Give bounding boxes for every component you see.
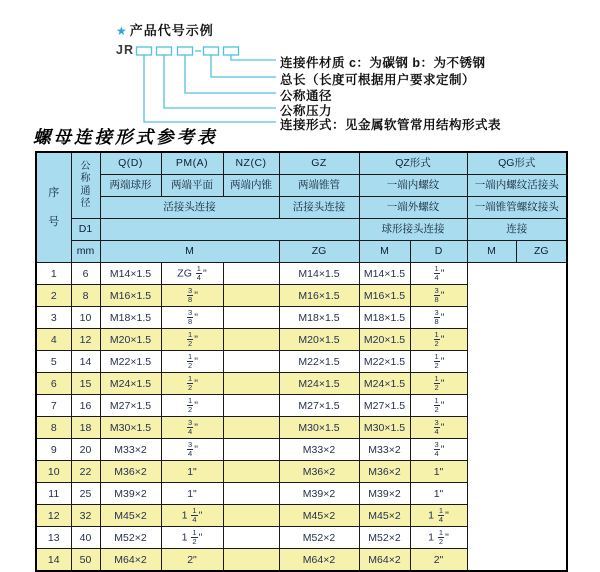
cell-qg-m: M27×1.5: [359, 395, 410, 417]
cell-qz-m: [223, 329, 279, 351]
header-qz-conn: 球形接头连接: [359, 219, 467, 241]
header-qg-desc2: 一端锥管螺纹接头: [467, 197, 567, 219]
code-digit-box: [157, 47, 172, 55]
cell-qg-m: M64×2: [359, 549, 410, 572]
header-qz-d: D: [410, 241, 467, 263]
label-nominal-diameter: 公称通径: [280, 89, 333, 103]
header-d1: D1: [71, 219, 100, 241]
table-row: [36, 285, 567, 307]
cell-gz: 2": [161, 549, 223, 572]
header-qg-zg: ZG: [516, 241, 567, 263]
cell-gz: 1 $\frac{1}{4}$ ": [161, 505, 223, 527]
header-qz-desc2: 一端外螺纹: [359, 197, 467, 219]
cell-qg-m: M33×2: [359, 439, 410, 461]
cell-qz-m: [223, 395, 279, 417]
cell-m: M33×2: [100, 439, 161, 461]
cell-dn: 15: [71, 373, 100, 395]
cell-qg-m: M14×1.5: [359, 263, 410, 285]
diagram-title-text: 产品代号示例: [129, 23, 214, 38]
cell-qg-m: M52×2: [359, 527, 410, 549]
cell-seq: 14: [36, 549, 71, 572]
cell-qz-m: [223, 527, 279, 549]
cell-gz: $\frac{3}{8}$ ": [161, 285, 223, 307]
cell-qg-zg: $\frac{1}{4}$ ": [410, 263, 467, 285]
cell-qz-d: M27×1.5: [279, 395, 359, 417]
header-row-3: [36, 197, 567, 219]
cell-qz-d: M39×2: [279, 483, 359, 505]
cell-qz-d: M33×2: [279, 439, 359, 461]
table-row: [36, 417, 567, 439]
cell-gz: $\frac{1}{2}$ ": [161, 373, 223, 395]
header-type-nz: NZ(C): [223, 152, 279, 175]
cell-qz-m: [223, 549, 279, 572]
page-title: 螺母连接形式参考表: [33, 127, 218, 147]
cell-gz: $\frac{1}{2}$ ": [161, 351, 223, 373]
cell-dn: 32: [71, 505, 100, 527]
table-row: [36, 395, 567, 417]
cell-gz: $\frac{3}{8}$ ": [161, 307, 223, 329]
cell-qz-m: [223, 505, 279, 527]
cell-m: M52×2: [100, 527, 161, 549]
cell-qz-m: [223, 461, 279, 483]
cell-dn: 20: [71, 439, 100, 461]
cell-qz-m: [223, 417, 279, 439]
header-row-4: [36, 219, 567, 241]
header-pm-desc: 两端平面: [161, 175, 223, 197]
cell-seq: 4: [36, 329, 71, 351]
cell-qg-m: M45×2: [359, 505, 410, 527]
cell-qz-d: M20×1.5: [279, 329, 359, 351]
label-nominal-pressure: 公称压力: [280, 104, 333, 118]
cell-dn: 6: [71, 263, 100, 285]
star-icon: ★: [116, 24, 128, 38]
cell-qz-d: M64×2: [279, 549, 359, 572]
header-nz-desc: 两端内锥: [223, 175, 279, 197]
code-digit-box: [224, 47, 239, 55]
cell-qz-d: M24×1.5: [279, 373, 359, 395]
table-row: [36, 329, 567, 351]
header-gz-desc: 两端锥管: [279, 175, 359, 197]
cell-qg-m: M30×1.5: [359, 417, 410, 439]
cell-dn: 14: [71, 351, 100, 373]
cell-seq: 6: [36, 373, 71, 395]
cell-qz-m: [223, 263, 279, 285]
leader-line-material: [231, 55, 276, 60]
cell-qg-m: M39×2: [359, 483, 410, 505]
leader-line-length: [211, 55, 276, 77]
cell-seq: 7: [36, 395, 71, 417]
cell-dn: 16: [71, 395, 100, 417]
cell-qg-zg: $\frac{3}{8}$ ": [410, 307, 467, 329]
header-seq: 序号: [36, 152, 71, 263]
cell-m: M24×1.5: [100, 373, 161, 395]
cell-seq: 8: [36, 417, 71, 439]
header-type-gz: GZ: [279, 152, 359, 175]
header-nominal-diameter: 公称通径: [71, 152, 100, 219]
cell-seq: 13: [36, 527, 71, 549]
cell-gz: ZG $\frac{1}{4}$ ": [161, 263, 223, 285]
cell-qg-zg: $\frac{1}{2}$ ": [410, 395, 467, 417]
label-total-length: 总长（长度可根据用户要求定制）: [280, 73, 476, 87]
cell-gz: 1": [161, 483, 223, 505]
header-union-joint: 活接头连接: [100, 197, 279, 219]
header-q-desc: 两端球形: [100, 175, 161, 197]
cell-m: M64×2: [100, 549, 161, 572]
cell-m: M22×1.5: [100, 351, 161, 373]
cell-qz-d: M22×1.5: [279, 351, 359, 373]
code-digit-box: [204, 47, 219, 55]
cell-dn: 22: [71, 461, 100, 483]
table-row: [36, 505, 567, 527]
cell-qg-m: M18×1.5: [359, 307, 410, 329]
cell-qz-m: [223, 439, 279, 461]
code-prefix: JR: [116, 43, 134, 57]
cell-dn: 18: [71, 417, 100, 439]
table-row: [36, 351, 567, 373]
cell-qz-m: [223, 351, 279, 373]
header-row-1: [36, 152, 567, 175]
table-row: [36, 373, 567, 395]
table-row: [36, 307, 567, 329]
cell-qz-d: M30×1.5: [279, 417, 359, 439]
cell-qg-zg: 1 $\frac{1}{2}$ ": [410, 527, 467, 549]
cell-qz-m: [223, 307, 279, 329]
header-type-pm: PM(A): [161, 152, 223, 175]
cell-seq: 3: [36, 307, 71, 329]
cell-qg-m: M24×1.5: [359, 373, 410, 395]
cell-dn: 8: [71, 285, 100, 307]
cell-gz: $\frac{3}{4}$ ": [161, 417, 223, 439]
cell-dn: 12: [71, 329, 100, 351]
table-row: [36, 263, 567, 285]
cell-qz-m: [223, 373, 279, 395]
label-connector-material: 连接件材质 c：为碳钢 b：为不锈钢: [280, 56, 486, 70]
cell-qz-d: M16×1.5: [279, 285, 359, 307]
cell-qz-d: M45×2: [279, 505, 359, 527]
cell-gz: $\frac{3}{4}$ ": [161, 439, 223, 461]
cell-qz-m: [223, 483, 279, 505]
cell-qz-d: M36×2: [279, 461, 359, 483]
cell-qg-zg: $\frac{3}{4}$ ": [410, 439, 467, 461]
cell-qg-m: M22×1.5: [359, 351, 410, 373]
table-row: [36, 483, 567, 505]
header-spacer: [100, 219, 359, 241]
cell-dn: 25: [71, 483, 100, 505]
header-m: M: [100, 241, 279, 263]
cell-m: M30×1.5: [100, 417, 161, 439]
cell-qg-zg: 1": [410, 461, 467, 483]
cell-qz-d: M18×1.5: [279, 307, 359, 329]
label-connection-form: 连接形式：见金属软管常用结构形式表: [280, 118, 502, 132]
header-gz-joint: 活接头连接: [279, 197, 359, 219]
cell-seq: 10: [36, 461, 71, 483]
table-row: [36, 527, 567, 549]
cell-dn: 40: [71, 527, 100, 549]
header-type-qg: QG形式: [467, 152, 567, 175]
header-mm: mm: [71, 241, 100, 263]
cell-qz-d: M52×2: [279, 527, 359, 549]
header-type-qz: QZ形式: [359, 152, 467, 175]
cell-dn: 50: [71, 549, 100, 572]
cell-qz-d: M14×1.5: [279, 263, 359, 285]
cell-qg-m: M16×1.5: [359, 285, 410, 307]
table-row: [36, 461, 567, 483]
code-digit-box: [137, 47, 152, 55]
cell-qg-zg: 2": [410, 549, 467, 572]
cell-m: M18×1.5: [100, 307, 161, 329]
cell-m: M45×2: [100, 505, 161, 527]
cell-qg-zg: $\frac{1}{2}$ ": [410, 351, 467, 373]
cell-m: M39×2: [100, 483, 161, 505]
cell-qg-zg: 1 $\frac{1}{4}$ ": [410, 505, 467, 527]
cell-seq: 2: [36, 285, 71, 307]
header-type-q: Q(D): [100, 152, 161, 175]
cell-dn: 10: [71, 307, 100, 329]
cell-seq: 12: [36, 505, 71, 527]
cell-m: M16×1.5: [100, 285, 161, 307]
nut-connection-reference-table: [35, 151, 568, 572]
cell-qg-m: M36×2: [359, 461, 410, 483]
leader-line-pressure: [164, 55, 276, 108]
cell-gz: 1": [161, 461, 223, 483]
cell-seq: 9: [36, 439, 71, 461]
header-row-2: [36, 175, 567, 197]
cell-gz: $\frac{1}{2}$ ": [161, 395, 223, 417]
cell-qg-zg: $\frac{1}{2}$ ": [410, 329, 467, 351]
header-qg-desc1: 一端内螺纹活接头: [467, 175, 567, 197]
cell-m: M14×1.5: [100, 263, 161, 285]
cell-qg-zg: $\frac{1}{2}$ ": [410, 373, 467, 395]
cell-m: M36×2: [100, 461, 161, 483]
header-qg-conn: 连接: [467, 219, 567, 241]
cell-qz-m: [223, 285, 279, 307]
cell-seq: 11: [36, 483, 71, 505]
cell-seq: 5: [36, 351, 71, 373]
cell-m: M20×1.5: [100, 329, 161, 351]
table-row: [36, 439, 567, 461]
cell-qg-zg: $\frac{3}{4}$ ": [410, 417, 467, 439]
leader-line-diameter: [185, 55, 276, 93]
header-qz-m: M: [359, 241, 410, 263]
header-zg: ZG: [279, 241, 359, 263]
cell-seq: 1: [36, 263, 71, 285]
cell-gz: $\frac{1}{2}$ ": [161, 329, 223, 351]
header-row-5: [36, 241, 567, 263]
header-qz-desc1: 一端内螺纹: [359, 175, 467, 197]
diagram-title: [116, 20, 214, 39]
header-qg-m: M: [467, 241, 516, 263]
table-body: [36, 263, 567, 572]
cell-qg-zg: 1": [410, 483, 467, 505]
table-row: [36, 549, 567, 572]
code-digit-box: [178, 47, 193, 55]
cell-qg-zg: $\frac{3}{8}$ ": [410, 285, 467, 307]
cell-m: M27×1.5: [100, 395, 161, 417]
cell-qg-m: M20×1.5: [359, 329, 410, 351]
cell-gz: 1 $\frac{1}{2}$ ": [161, 527, 223, 549]
